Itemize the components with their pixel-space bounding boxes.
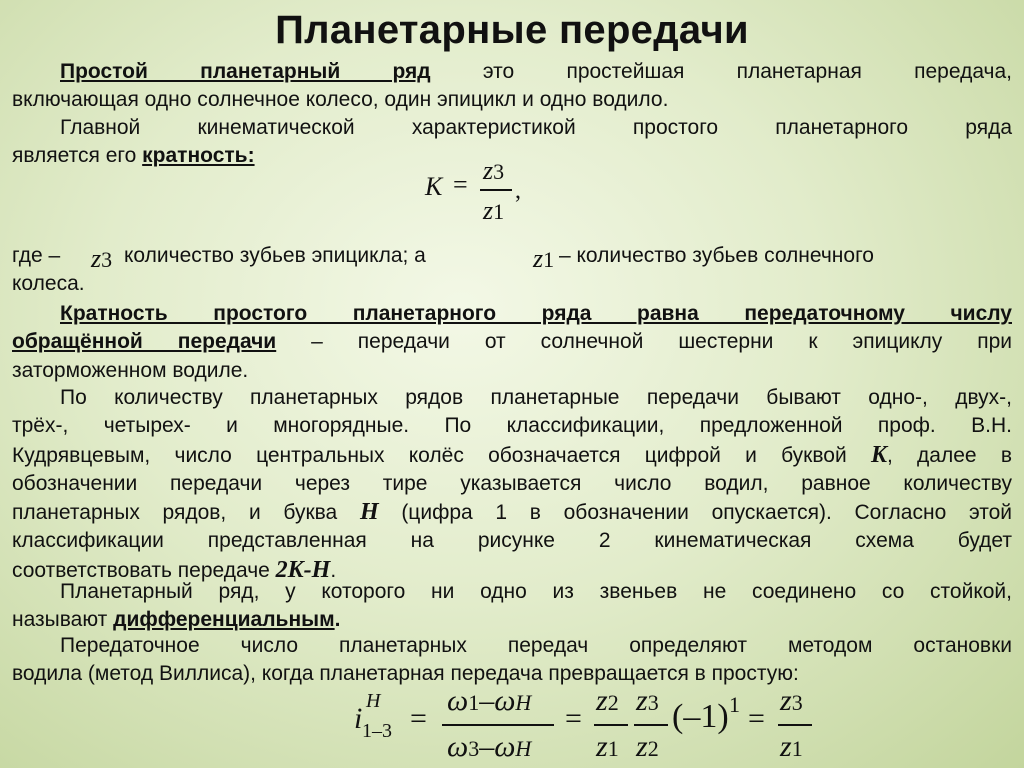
var-z3: z3 [91, 244, 113, 273]
paragraph-line: планетарных рядов, и буква H (цифра 1 в обозначении опускается). Согласно этой [12, 499, 1012, 526]
formula-sup-h: H [366, 690, 381, 712]
paragraph-line: трёх-, четырех- и многорядные. По классификации, предложенной проф. В.Н. [12, 414, 1012, 438]
fraction-bar [634, 724, 668, 726]
paragraph-line: Передаточное число планетарных передач определяют методом остановки [60, 634, 1012, 657]
fraction-bar [594, 724, 628, 726]
gear-type-label: 2K-H [275, 556, 331, 583]
formula-minus-one: (–1) [672, 698, 729, 735]
paragraph-line: заторможенном водиле. [12, 358, 249, 382]
paragraph-line: классификации представленная на рисунке 2 кинематическая схема будет [12, 529, 1012, 553]
paragraph-line [12, 58, 1012, 86]
text: – передачи от солнечной шестерни к эпициклу при [311, 330, 1012, 354]
paragraph-line [12, 328, 1012, 356]
paragraph-line: По количеству планетарных рядов планетарные передачи бывают одно-, двух-, [60, 386, 1012, 409]
formula-var-k: K [425, 172, 443, 201]
paragraph-line [12, 142, 1012, 170]
formula-sub-13: 1–3 [362, 720, 392, 742]
formula-denominator: z2 [636, 730, 659, 763]
paragraph-line: Кудрявцевым, число центральных колёс обозначается цифрой и буквой K, далее в [12, 441, 1012, 468]
formula-denominator: ω3–ωH [447, 730, 532, 763]
paragraph-line: водила (метод Виллиса), когда планетарная передача превращается в простую: [12, 662, 799, 686]
formula-numerator: z3 [780, 684, 803, 717]
fraction-bar [778, 724, 812, 726]
paragraph-line: соответствовать передаче 2K-H. [12, 556, 337, 583]
term-simple-planetary-row: Простой планетарный ряд [60, 60, 431, 83]
formula-numerator: z3 [636, 684, 659, 717]
paragraph-definition [12, 58, 1012, 115]
term-multiplicity: кратность: [142, 144, 255, 168]
formula-var-i: i [354, 702, 363, 735]
paragraph-kinematic [12, 114, 1012, 171]
formula-multiplicity-lhs [425, 172, 442, 202]
formula-numerator: z2 [596, 684, 619, 717]
formula-eq: = [453, 170, 468, 199]
formula-eq: = [410, 702, 427, 735]
formula-denominator: z1 [780, 730, 803, 763]
term-multiplicity-equals: Кратность простого планетарного ряда равна передаточному числу [60, 302, 1012, 325]
paragraph-line: называют дифференциальным. [12, 608, 341, 632]
letter-k: K [870, 441, 887, 468]
letter-h: H [359, 499, 379, 526]
fraction-bar [442, 724, 554, 726]
paragraph-classification [12, 384, 1012, 585]
paragraph-line: обозначении передачи через тире указывается число водил, равное количеству [12, 471, 1012, 495]
formula-denominator: z1 [483, 196, 505, 225]
formula-numerator: ω1–ωH [447, 684, 532, 717]
text: является его [12, 144, 137, 168]
term-inverted-gear: обращённой передачи [12, 330, 277, 354]
term-differential: дифференциальным [113, 608, 335, 632]
formula-exponent: 1 [729, 692, 740, 717]
text: количество зубьев эпицикла; а [124, 244, 426, 267]
fraction-bar [480, 189, 512, 191]
page-title: Планетарные передачи [275, 8, 749, 52]
text: это простейшая планетарная передача, [482, 60, 1013, 83]
paragraph-multiplicity-equals [12, 300, 1012, 385]
formula-eq: = [565, 702, 582, 735]
formula-eq: = [748, 702, 765, 735]
text: колеса. [12, 272, 85, 295]
paragraph-line: включающая одно солнечное колесо, один эпицикл и одно водило. [12, 88, 669, 112]
paragraph-willis [12, 632, 1012, 689]
var-z1: z1 [533, 244, 555, 273]
paragraph-line: Главной кинематической характеристикой простого планетарного ряда [60, 116, 1012, 139]
formula-denominator: z1 [596, 730, 619, 763]
text: где – [12, 244, 61, 267]
paragraph-differential [12, 578, 1012, 635]
formula-numerator: z3 [483, 156, 505, 185]
text: – количество зубьев солнечного [559, 244, 874, 267]
formula-comma: , [515, 178, 521, 204]
paragraph-line: Планетарный ряд, у которого ни одно из звеньев не соединено со стойкой, [60, 580, 1012, 603]
